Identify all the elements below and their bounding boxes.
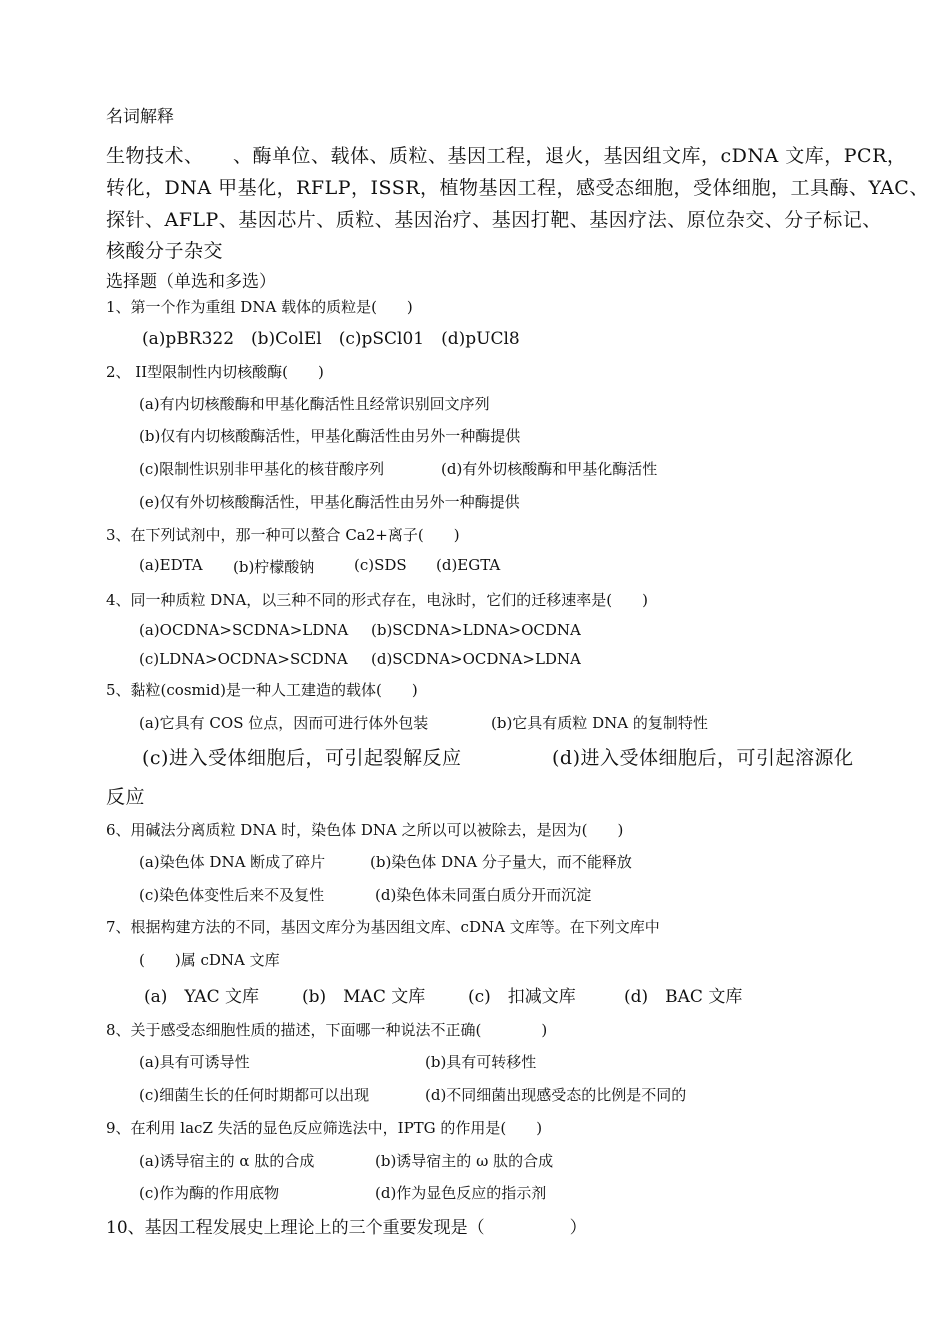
- question-4-option-d: (d)SCDNA>OCDNA>LDNA: [371, 650, 581, 668]
- terms-line-4: 核酸分子杂交: [106, 240, 224, 262]
- question-2-stem: 2、 II型限制性内切核酸酶( ): [106, 363, 324, 381]
- question-2-option-a: (a)有内切核酸酶和甲基化酶活性且经常识别回文序列: [139, 395, 490, 413]
- question-3-option-c: (c)SDS: [354, 556, 407, 574]
- question-8-stem: 8、关于感受态细胞性质的描述，下面哪一种说法不正确( ): [106, 1021, 548, 1039]
- question-6-option-d: (d)染色体未同蛋白质分开而沉淀: [375, 886, 592, 904]
- question-6-option-c: (c)染色体变性后来不及复性: [139, 886, 325, 904]
- question-5-option-c: (c)进入受体细胞后，可引起裂解反应: [142, 747, 462, 769]
- question-7-stem-continued: ( )属 cDNA 文库: [139, 951, 280, 969]
- question-4-option-c: (c)LDNA>OCDNA>SCDNA: [139, 650, 348, 668]
- terms-line-3: 探针、AFLP、基因芯片、质粒、基因治疗、基因打靶、基因疗法、原位杂交、分子标记、: [106, 209, 882, 231]
- question-4-option-b: (b)SCDNA>LDNA>OCDNA: [371, 621, 581, 639]
- question-6-stem: 6、用碱法分离质粒 DNA 时，染色体 DNA 之所以可以被除去，是因为( ): [106, 821, 624, 839]
- question-7-option-b: (b) MAC 文库: [302, 987, 426, 1007]
- terms-line-1: 生物技术、 、酶单位、载体、质粒、基因工程，退火，基因组文库，cDNA 文库，PCR，: [106, 145, 907, 167]
- question-5-option-b: (b)它具有质粒 DNA 的复制特性: [491, 714, 708, 732]
- question-8-option-d: (d)不同细菌出现感受态的比例是不同的: [425, 1086, 687, 1104]
- question-3-option-b: (b)柠檬酸钠: [233, 558, 315, 576]
- terms-line-2: 转化，DNA 甲基化，RFLP，ISSR，植物基因工程，感受态细胞，受体细胞，工具酶、YAC、: [106, 177, 929, 199]
- terms-heading: 名词解释: [106, 107, 174, 127]
- question-2-option-b: (b)仅有内切核酸酶活性，甲基化酶活性由另外一种酶提供: [139, 427, 521, 445]
- question-7-stem: 7、根据构建方法的不同，基因文库分为基因组文库、cDNA 文库等。在下列文库中: [106, 918, 660, 936]
- question-9-option-c: (c)作为酶的作用底物: [139, 1184, 280, 1202]
- question-1-options: (a)pBR322 (b)ColEl (c)pSCl01 (d)pUCl8: [142, 329, 520, 349]
- question-2-option-d: (d)有外切核酸酶和甲基化酶活性: [441, 460, 658, 478]
- question-7-option-c: (c) 扣减文库: [468, 987, 576, 1007]
- question-2-option-c: (c)限制性识别非甲基化的核苷酸序列: [139, 460, 385, 478]
- choice-heading: 选择题（单选和多选）: [106, 272, 276, 292]
- question-1-stem: 1、第一个作为重组 DNA 载体的质粒是( ): [106, 298, 413, 316]
- question-7-option-a: (a) YAC 文库: [144, 987, 259, 1007]
- question-8-option-c: (c)细菌生长的任何时期都可以出现: [139, 1086, 370, 1104]
- question-4-stem: 4、同一种质粒 DNA，以三种不同的形式存在，电泳时，它们的迁移速率是( ): [106, 591, 649, 609]
- question-5-option-d-continued: 反应: [106, 786, 146, 808]
- question-8-option-b: (b)具有可转移性: [425, 1053, 537, 1071]
- question-10-stem: 10、基因工程发展史上理论上的三个重要发现是（ ）: [106, 1218, 587, 1238]
- question-5-option-a: (a)它具有 COS 位点，因而可进行体外包装: [139, 714, 429, 732]
- question-5-option-d: (d)进入受体细胞后，可引起溶源化: [552, 747, 854, 769]
- question-9-option-b: (b)诱导宿主的 ω 肽的合成: [375, 1152, 554, 1170]
- question-4-option-a: (a)OCDNA>SCDNA>LDNA: [139, 621, 349, 639]
- question-7-option-d: (d) BAC 文库: [624, 987, 743, 1007]
- question-3-stem: 3、在下列试剂中，那一种可以螯合 Ca2+离子( ): [106, 526, 460, 544]
- question-8-option-a: (a)具有可诱导性: [139, 1053, 250, 1071]
- question-6-option-a: (a)染色体 DNA 断成了碎片: [139, 853, 326, 871]
- question-6-option-b: (b)染色体 DNA 分子量大，而不能释放: [370, 853, 632, 871]
- question-3-option-d: (d)EGTA: [436, 556, 501, 574]
- question-9-option-d: (d)作为显色反应的指示剂: [375, 1184, 547, 1202]
- question-9-stem: 9、在利用 lacZ 失活的显色反应筛选法中，IPTG 的作用是( ): [106, 1119, 543, 1137]
- question-2-option-e: (e)仅有外切核酸酶活性，甲基化酶活性由另外一种酶提供: [139, 493, 520, 511]
- question-3-option-a: (a)EDTA: [139, 556, 203, 574]
- question-9-option-a: (a)诱导宿主的 α 肽的合成: [139, 1152, 315, 1170]
- question-5-stem: 5、黏粒(cosmid)是一种人工建造的载体( ): [106, 681, 418, 699]
